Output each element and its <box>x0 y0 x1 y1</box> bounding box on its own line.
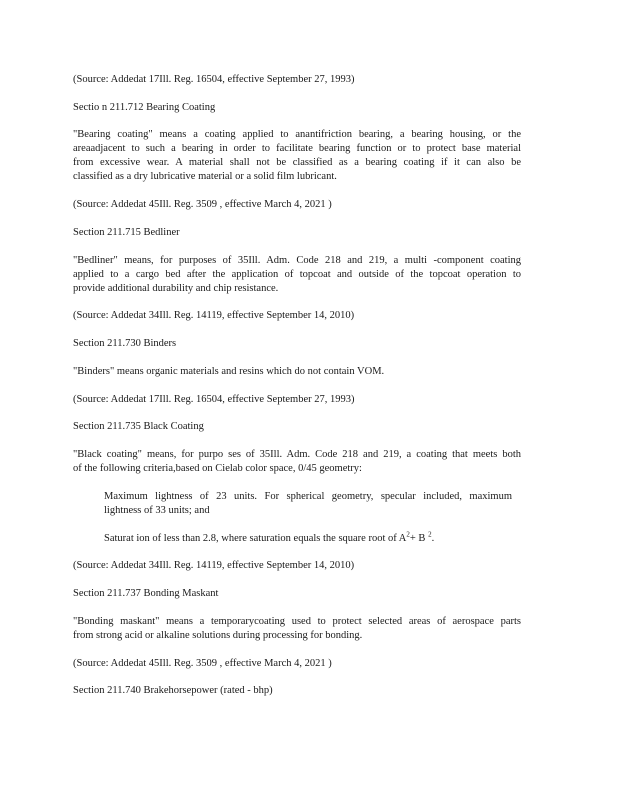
paragraph-line: areaadjacent to such a bearing in order to facilitate bearing function or to protect base material <box>73 143 521 154</box>
paragraph-line: "Binders" means organic materials and resins which do not contain VOM. <box>73 366 385 377</box>
paragraph-line: from excessive wear. A material shall not be classified as a bearing coating if it can also be <box>73 157 521 168</box>
source-note: (Source: Addedat 45Ill. Reg. 3509 , effective March 4, 2021 ) <box>73 658 332 669</box>
paragraph-line: "Bearing coating" means a coating applied to anantifriction bearing, a bearing housing, or the <box>73 129 521 140</box>
paragraph-line: "Bedliner" means, for purposes of 35Ill. Adm. Code 218 and 219, a multi -component coating <box>73 255 521 266</box>
criterion-line: lightness of 33 units; and <box>104 505 210 516</box>
paragraph-line: "Black coating" means, for purpo ses of 35Ill. Adm. Code 218 and 219, a coating that meets both <box>73 449 521 460</box>
section-heading-211-735: Section 211.735 Black Coating <box>73 421 204 432</box>
paragraph-line: from strong acid or alkaline solutions during processing for bonding. <box>73 630 363 641</box>
criterion-line <box>104 530 435 545</box>
paragraph-line: of the following criteria,based on Cielab color space, 0/45 geometry: <box>73 463 362 474</box>
section-heading-211-730: Section 211.730 Binders <box>73 338 177 349</box>
criterion-line: Maximum lightness of 23 units. For spherical geometry, specular included, maximum <box>104 491 512 502</box>
source-note: (Source: Addedat 34Ill. Reg. 14119, effective September 14, 2010) <box>73 310 355 321</box>
section-heading-211-712: Sectio n 211.712 Bearing Coating <box>73 102 216 113</box>
criterion-text: + B <box>409 533 426 544</box>
source-note: (Source: Addedat 17Ill. Reg. 16504, effective September 27, 1993) <box>73 394 355 405</box>
source-note: (Source: Addedat 34Ill. Reg. 14119, effective September 14, 2010) <box>73 560 355 571</box>
superscript: 2 <box>428 530 432 539</box>
criterion-text: Saturat ion of less than 2.8, where saturation equals the square root of A <box>104 533 407 544</box>
paragraph-line: classified as a dry lubricative material or a solid film lubricant. <box>73 171 337 182</box>
source-note: (Source: Addedat 17Ill. Reg. 16504, effective September 27, 1993) <box>73 74 355 85</box>
section-heading-211-737: Section 211.737 Bonding Maskant <box>73 588 219 599</box>
paragraph-line: provide additional durability and chip resistance. <box>73 283 279 294</box>
section-heading-211-740: Section 211.740 Brakehorsepower (rated - bhp) <box>73 685 273 696</box>
section-heading-211-715: Section 211.715 Bedliner <box>73 227 180 238</box>
paragraph-line: "Bonding maskant" means a temporarycoating used to protect selected areas of aerospace parts <box>73 616 521 627</box>
paragraph-line: applied to a cargo bed after the application of topcoat and outside of the topcoat operation to <box>73 269 521 280</box>
criterion-text: . <box>431 533 435 544</box>
superscript: 2 <box>406 530 410 539</box>
source-note: (Source: Addedat 45Ill. Reg. 3509 , effective March 4, 2021 ) <box>73 199 332 210</box>
